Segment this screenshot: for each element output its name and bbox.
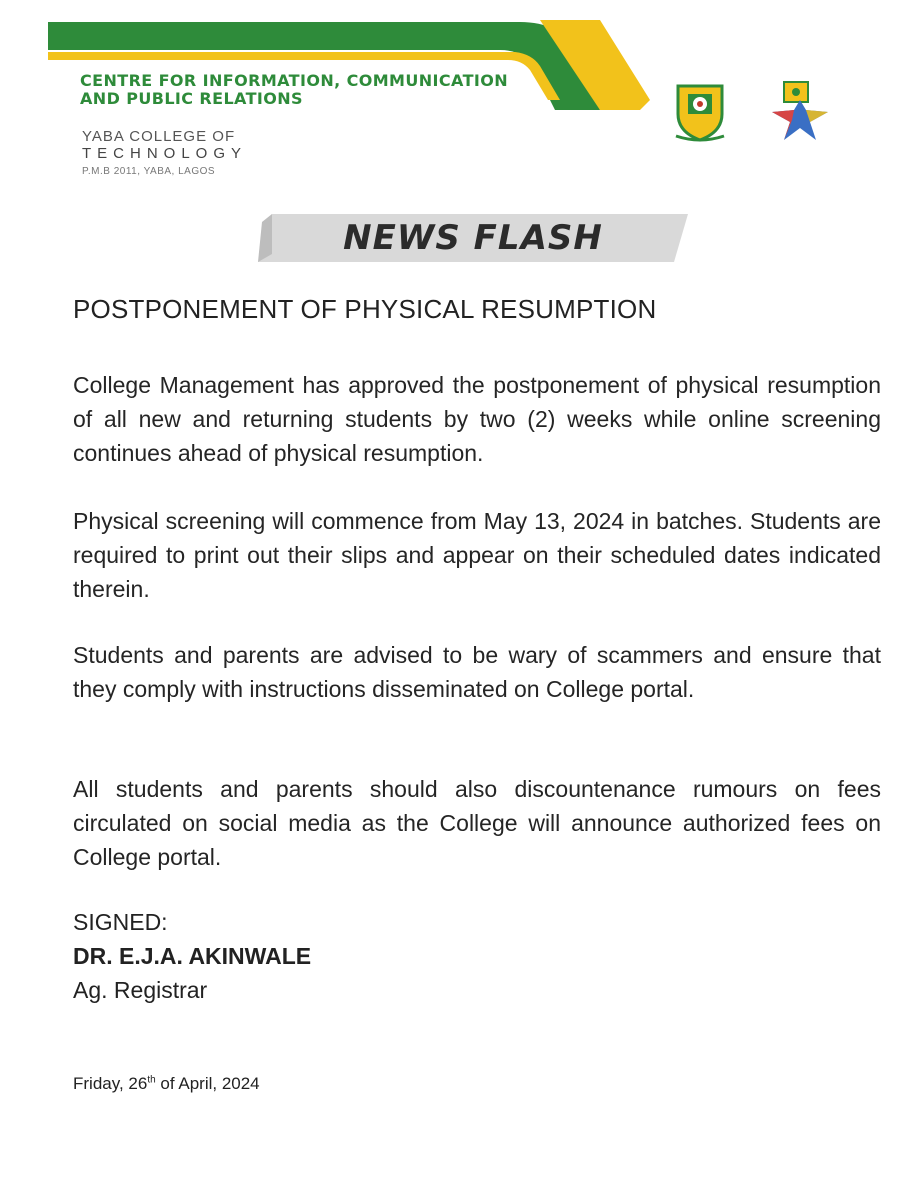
- news-flash-banner: [258, 214, 688, 262]
- signatory-name: DR. E.J.A. AKINWALE: [73, 943, 312, 969]
- signatory-role: Ag. Registrar: [73, 977, 208, 1003]
- college-name-technology: TECHNOLOGY: [82, 145, 248, 162]
- date-ordinal: th: [147, 1074, 156, 1086]
- college-name-line: YABA COLLEGE OF: [82, 128, 236, 145]
- notice-title: POSTPONEMENT OF PHYSICAL RESUMPTION: [73, 294, 657, 324]
- date-day: Friday, 26: [73, 1074, 148, 1093]
- college-address: P.M.B 2011, YABA, LAGOS: [82, 166, 216, 177]
- notice-paragraph: Students and parents are advised to be wary of scammers and ensure that they comply with instructions disseminated on College portal.: [73, 642, 881, 702]
- notice-paragraph: All students and parents should also discountenance rumours on fees circulated on social media as the College will announce authorized fees on College portal.: [73, 776, 881, 870]
- yabatech-star-logo-icon: [766, 80, 834, 142]
- signed-label: SIGNED:: [73, 909, 168, 935]
- yabatech-crest-icon: [668, 80, 732, 144]
- date-rest: of April, 2024: [155, 1074, 260, 1093]
- centre-name: CENTRE FOR INFORMATION, COMMUNICATION AND PUBLIC RELATIONS: [80, 71, 509, 108]
- notice-date: [73, 1074, 260, 1094]
- notice-paragraph: College Management has approved the postponement of physical resumption of all new and returning students by two (2) weeks while online screening continues ahead of physical resumption.: [73, 372, 881, 466]
- news-flash-label: NEWS FLASH: [343, 218, 603, 258]
- notice-paragraph: Physical screening will commence from May 13, 2024 in batches. Students are required to print out their slips and appear on their scheduled dates indicated therein.: [73, 508, 881, 602]
